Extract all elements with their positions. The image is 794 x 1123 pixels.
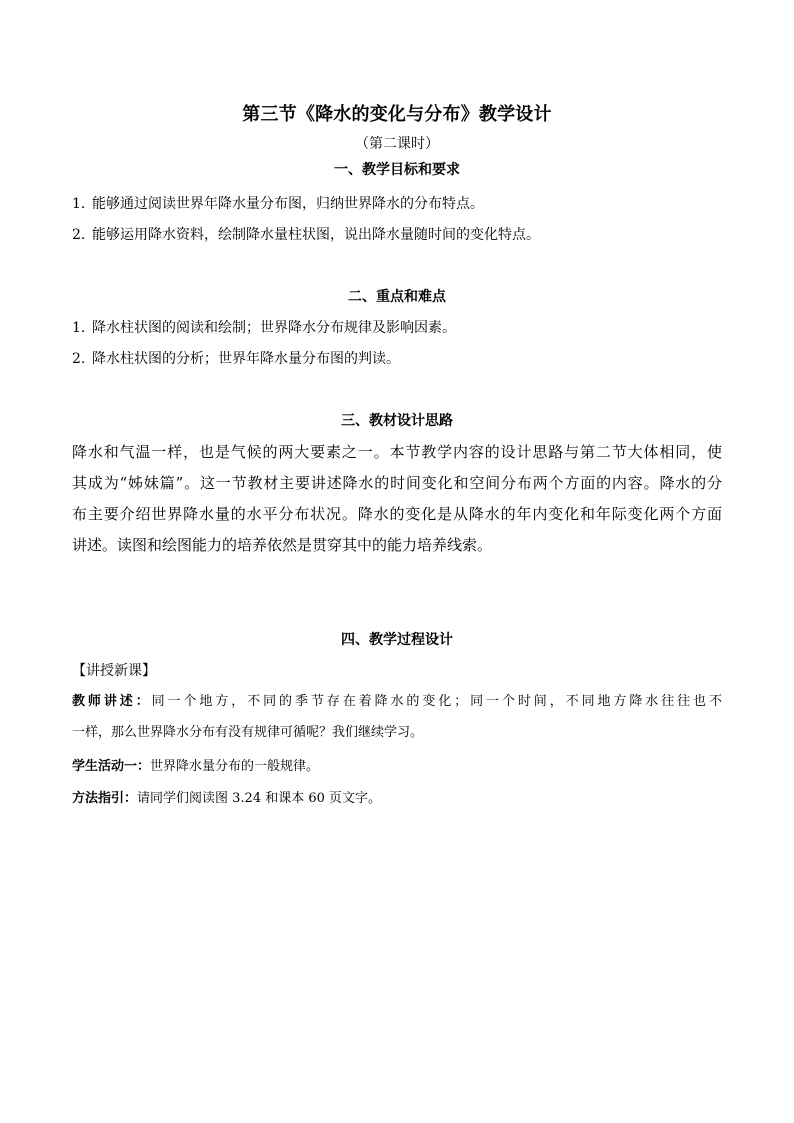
teacher-narration-continued: 一样，那么世界降水分布有没有规律可循呢？我们继续学习。 — [72, 725, 424, 740]
student-activity — [72, 756, 722, 778]
key-point-text: 降水柱状图的阅读和绘制；世界降水分布规律及影响因素。 — [92, 320, 456, 336]
key-point-number: 2. — [72, 351, 86, 367]
objective-item — [72, 193, 732, 215]
activity-label: 学生活动一： — [72, 759, 151, 774]
objective-text: 能够通过阅读世界年降水量分布图，归纳世界降水的分布特点。 — [92, 196, 484, 212]
section-heading-process: 四、教学过程设计 — [341, 632, 453, 648]
section-heading-design-ideas: 三、教材设计思路 — [341, 413, 453, 429]
method-label: 方法指引： — [72, 791, 138, 806]
new-lesson-label: 【讲授新课】 — [72, 663, 156, 679]
objective-number: 2. — [72, 227, 86, 243]
method-guide — [72, 788, 722, 810]
paragraph-line: 其成为“姊妹篇”。这一节教材主要讲述降水的时间变化和空间分布两个方面的内容。降水的分 — [72, 474, 722, 492]
key-point-item — [72, 348, 732, 370]
paragraph-line: 降水和气温一样，也是气候的两大要素之一。本节教学内容的设计思路与第二节大体相同，使 — [72, 443, 722, 461]
paragraph-line: 布主要介绍世界降水量的水平分布状况。降水的变化是从降水的年内变化和年际变化两个方面 — [72, 505, 722, 523]
objective-number: 1. — [72, 196, 86, 212]
section-heading-key-points: 二、重点和难点 — [348, 289, 446, 305]
section-heading-objectives: 一、教学目标和要求 — [334, 162, 460, 178]
paragraph-line: 讲述。读图和绘图能力的培养依然是贯穿其中的能力培养线索。 — [72, 536, 493, 554]
teacher-label: 教师讲述： — [72, 694, 152, 709]
document-subtitle: （第二课时） — [355, 136, 439, 152]
key-point-number: 1. — [72, 320, 86, 336]
objective-item — [72, 224, 732, 246]
design-ideas-paragraph — [72, 437, 722, 561]
teacher-narration-line — [72, 691, 722, 713]
objective-text: 能够运用降水资料，绘制降水量柱状图，说出降水量随时间的变化特点。 — [92, 227, 540, 243]
key-point-item — [72, 317, 732, 339]
activity-text: 世界降水量分布的一般规律。 — [150, 759, 320, 774]
key-point-text: 降水柱状图的分析；世界年降水量分布图的判读。 — [92, 351, 400, 367]
document-title: 第三节《降水的变化与分布》教学设计 — [242, 104, 552, 125]
teacher-text: 同一个地方，不同的季节存在着降水的变化；同一个时间，不同地方降水往往也不 — [151, 694, 722, 709]
method-text: 请同学们阅读图 3.24 和课本 60 页文字。 — [137, 791, 382, 806]
teacher-narration — [72, 691, 722, 713]
